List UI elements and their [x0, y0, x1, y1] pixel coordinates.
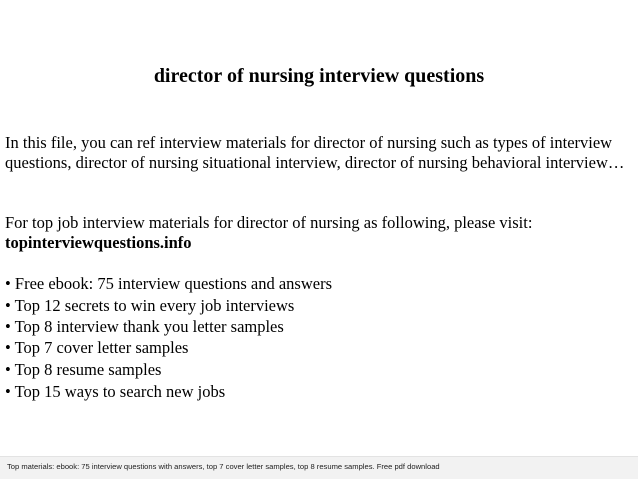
resource-list [5, 273, 635, 403]
footer-text: Top materials: ebook: 75 interview questions with answers, top 7 cover letter samples, top 8 resume samples. Free pdf download [7, 462, 440, 471]
footer-bar [0, 456, 638, 479]
list-item: • Top 8 resume samples [5, 360, 162, 379]
list-item: • Free ebook: 75 interview questions and answers [5, 274, 332, 293]
intro-paragraph [5, 133, 635, 173]
website-link[interactable]: topinterviewquestions.info [5, 233, 192, 252]
intro-text: In this file, you can ref interview materials for director of nursing such as types of interview questions, director of nursing situational interview, director of nursing behavioral interview… [5, 133, 625, 172]
slide-title: director of nursing interview questions [153, 65, 485, 87]
visit-paragraph [5, 213, 635, 253]
list-item: • Top 15 ways to search new jobs [5, 382, 226, 401]
list-item: • Top 12 secrets to win every job interviews [5, 296, 295, 315]
list-item: • Top 7 cover letter samples [5, 338, 189, 357]
visit-text: For top job interview materials for director of nursing as following, please visit: [5, 213, 533, 232]
list-item: • Top 8 interview thank you letter samples [5, 317, 284, 336]
